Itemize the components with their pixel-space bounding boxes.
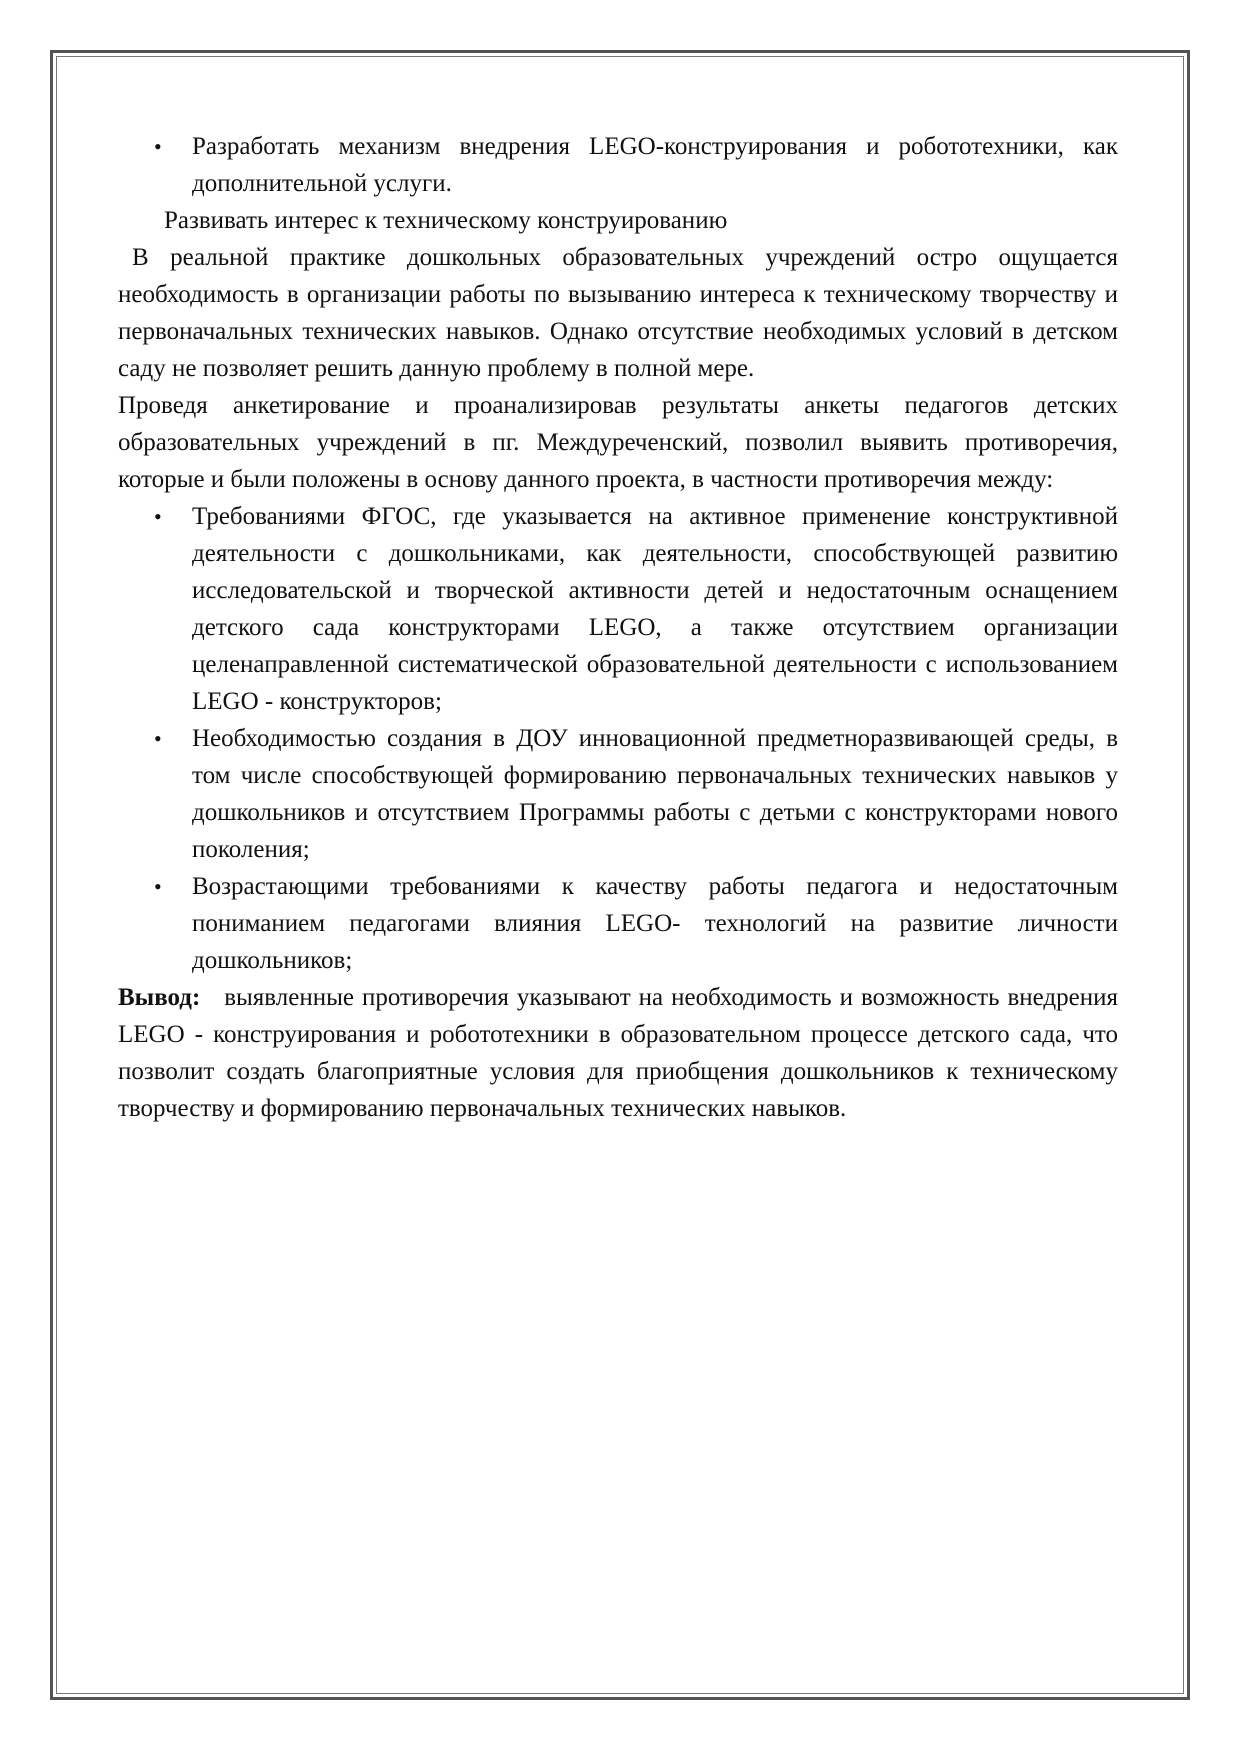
bullet-icon: •: [154, 134, 162, 159]
intro-bullet-text: Разработать механизм внедрения LEGO-конструирования и робототехники, как дополнительной услуги.: [192, 133, 1118, 197]
bullet-icon: •: [154, 874, 162, 899]
bullet-icon: •: [154, 726, 162, 751]
contradiction-text: Возрастающими требованиями к качеству работы педагога и недостаточным пониманием педагогами влияния LEGO- технологий на развитие личности дошкольников;: [192, 873, 1118, 974]
contradiction-text: Необходимостью создания в ДОУ инновационной предметноразвивающей среды, в том числе способствующей формированию первоначальных технических навыков у дошкольников и отсутствием Программы работы с детьми с конструкторами нового поколения;: [192, 725, 1118, 863]
list-item: [118, 498, 1118, 720]
contradictions-list: [118, 498, 1118, 979]
conclusion-paragraph: [118, 979, 1118, 1127]
intro-bullet-list: [118, 128, 1118, 202]
section-heading: Развивать интерес к техническому конструированию: [164, 207, 728, 234]
list-item: [118, 868, 1118, 979]
contradiction-text: Требованиями ФГОС, где указывается на активное применение конструктивной деятельности с дошкольниками, как деятельности, способствующей развитию исследовательской и творческой активности детей и недостаточным оснащением детского сада конструкторами LEGO, а также отсутствием организации целенаправленной систематической образовательной деятельности с использованием LEGO - конструкторов;: [192, 503, 1118, 715]
conclusion-label: Вывод:: [118, 984, 201, 1011]
list-item: [118, 128, 1118, 202]
conclusion-text: выявленные противоречия указывают на необходимость и возможность внедрения LEGO - конструирования и робототехники в образовательном процессе детского сада, что позволит создать благоприятные условия для приобщения дошкольников к техническому творчеству и формированию первоначальных технических навыков.: [118, 984, 1118, 1122]
bullet-icon: •: [154, 504, 162, 529]
paragraph-1: В реальной практике дошкольных образовательных учреждений остро ощущается необходимость в организации работы по вызыванию интереса к техническому творчеству и первоначальных технических навыков. Однако отсутствие необходимых условий в детском саду не позволяет решить данную проблему в полной мере.: [118, 244, 1118, 382]
document-body: [118, 128, 1118, 1127]
list-item: [118, 720, 1118, 868]
paragraph-2: Проведя анкетирование и проанализировав результаты анкеты педагогов детских образовательных учреждений в пг. Междуреченский, позволил выявить противоречия, которые и были положены в основу данного проекта, в частности противоречия между:: [118, 392, 1118, 493]
